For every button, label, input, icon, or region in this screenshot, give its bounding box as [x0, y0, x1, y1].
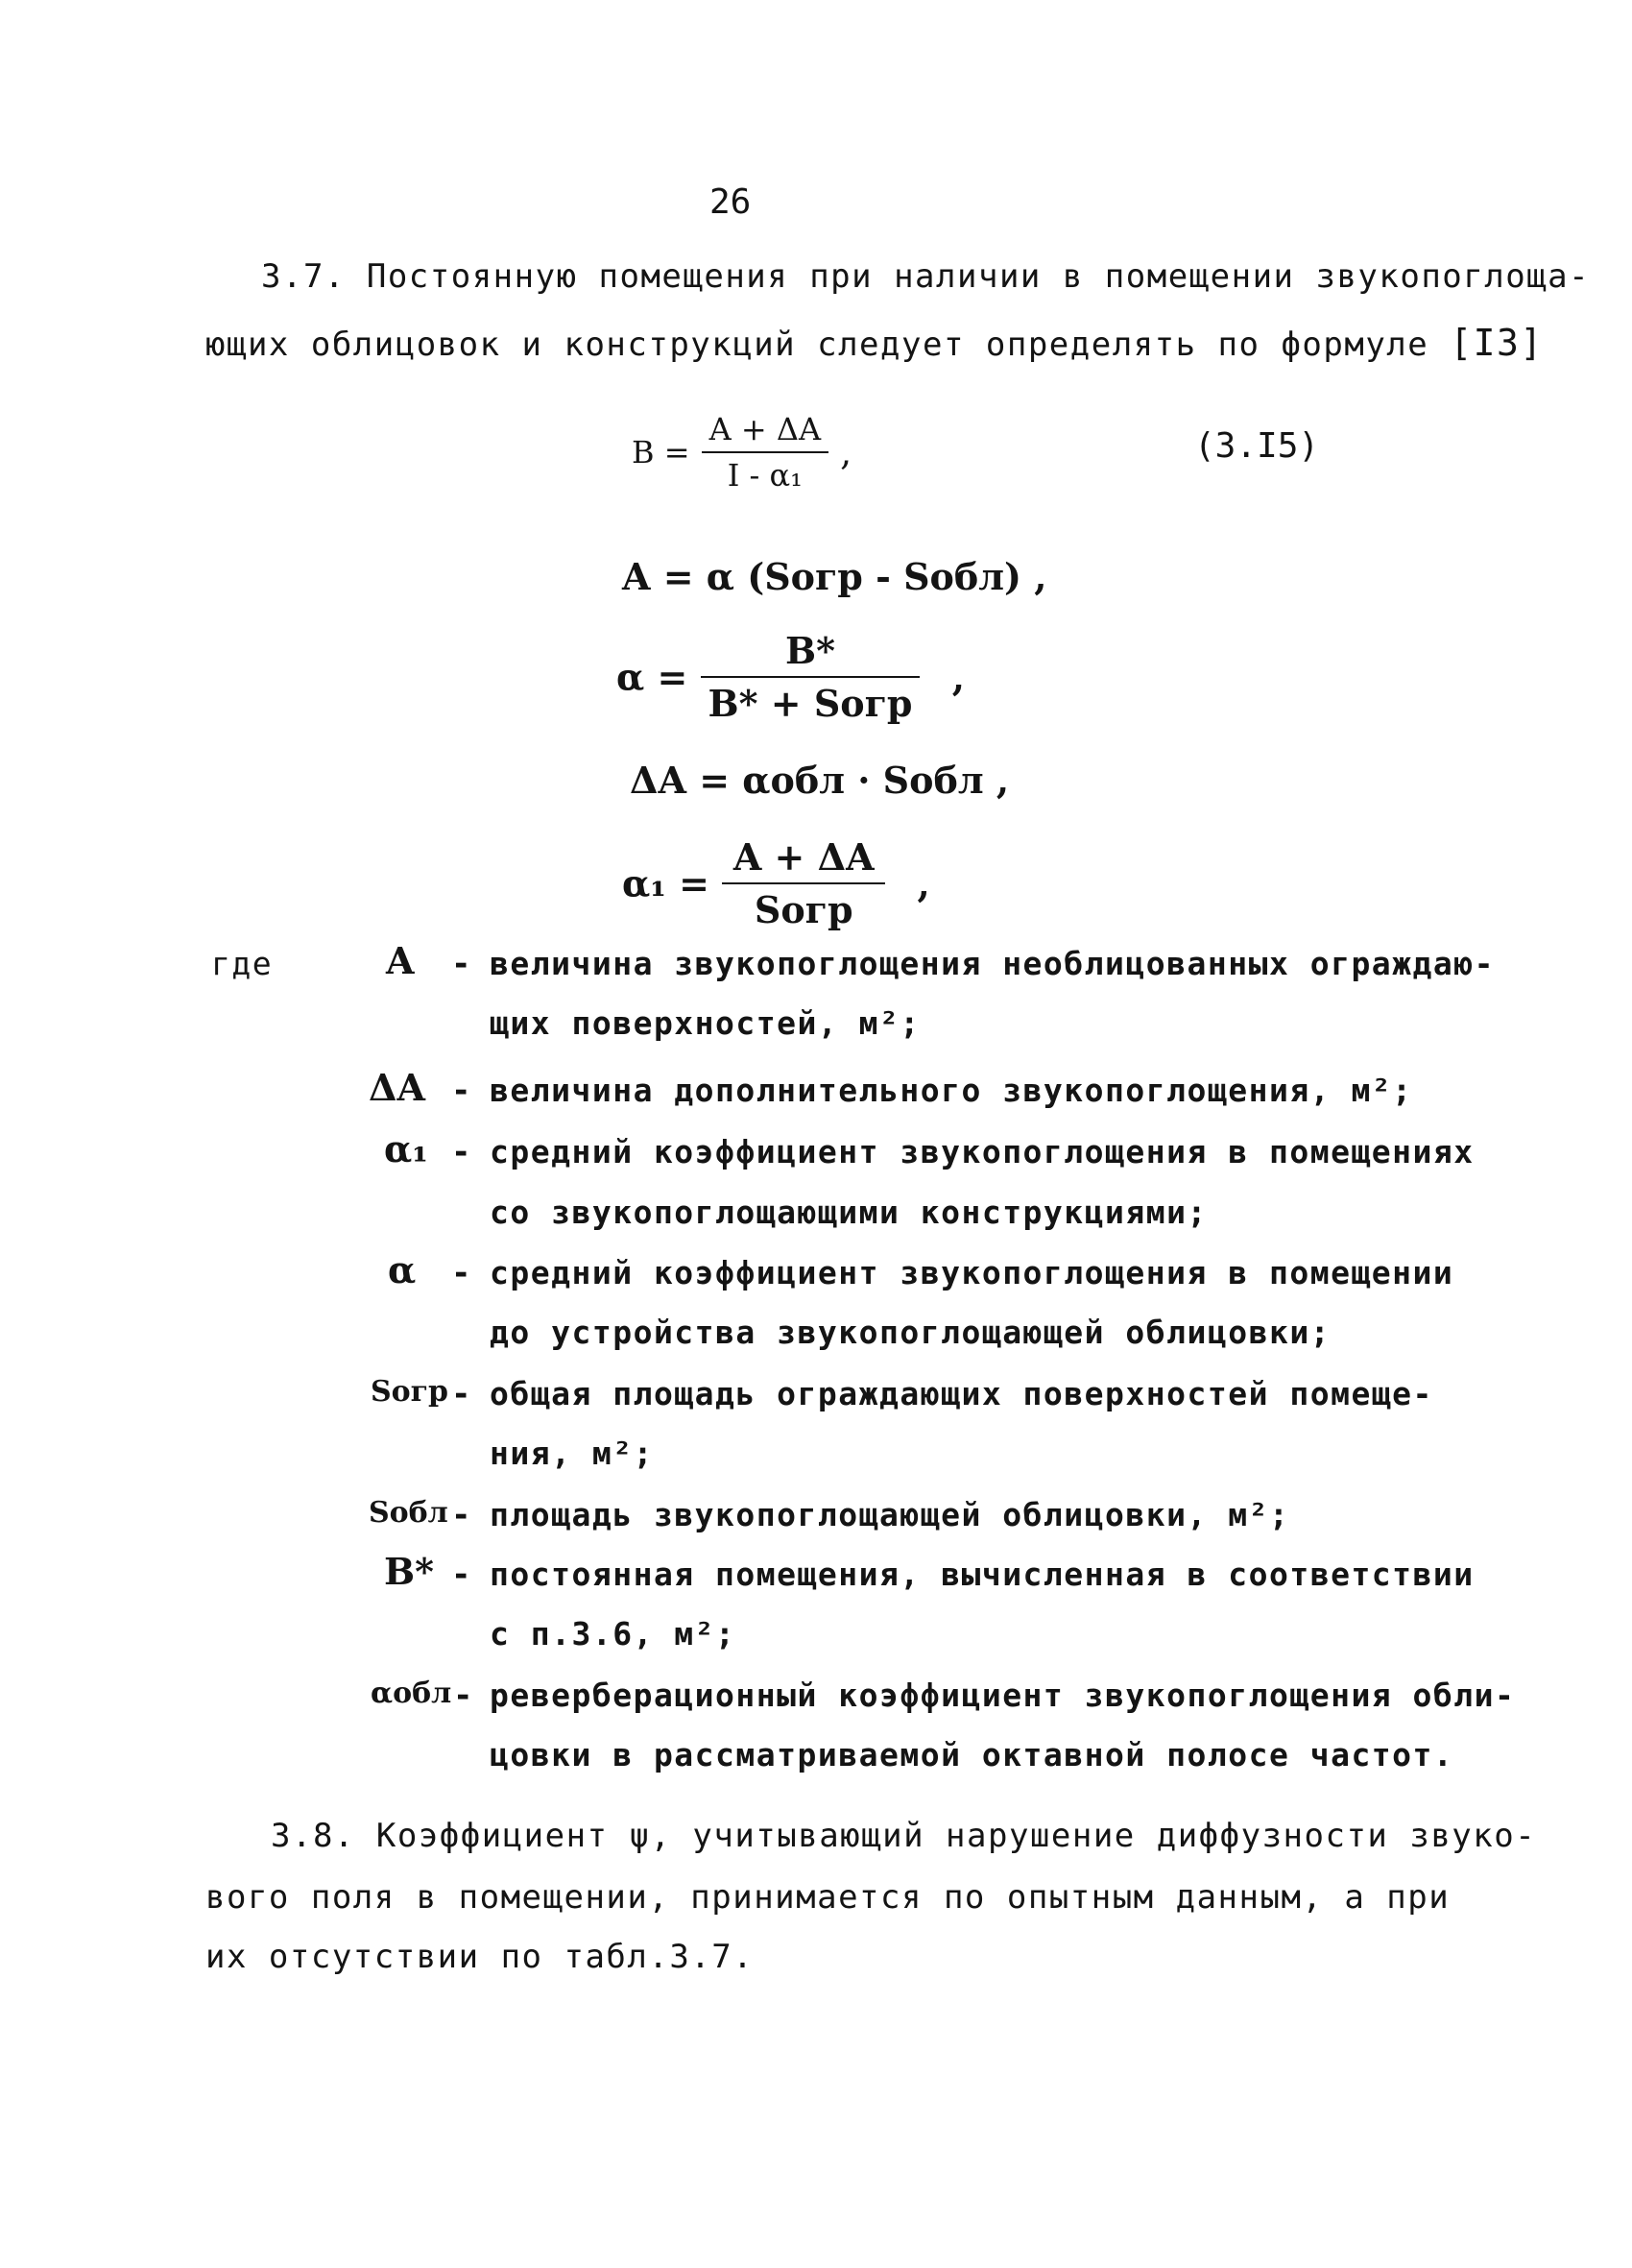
def-symbol-alpha-obl: αобл	[371, 1677, 452, 1710]
formula-alpha1-denominator: Sогр	[722, 882, 885, 931]
section-3-8-line-2: вого поля в помещении, принимается по опытным данным, а при	[205, 1878, 1451, 1917]
def-text-s-obl-1: площадь звукопоглощающей облицовки, м²;	[490, 1496, 1290, 1533]
def-text-alpha1-2: со звукопоглощающими конструкциями;	[490, 1194, 1208, 1231]
def-dash: -	[451, 1496, 471, 1534]
formula-alpha-lhs: α =	[616, 655, 688, 699]
def-symbol-b-star: B*	[384, 1550, 434, 1593]
def-dash: -	[451, 1254, 471, 1292]
def-text-a-1: величина звукопоглощения необлицованных ограждаю-	[490, 945, 1496, 982]
page-number: 26	[709, 182, 752, 222]
def-dash: -	[451, 945, 471, 983]
def-dash: -	[451, 1556, 471, 1594]
def-symbol-a: A	[386, 939, 415, 982]
formula-a-comma: ,	[1034, 555, 1047, 598]
section-3-7-line-2-text: ющих облицовок и конструкций следует определять по формуле	[205, 326, 1429, 364]
formula-3-15-fraction	[702, 411, 828, 494]
formula-alpha1	[622, 835, 930, 931]
formula-alpha-numerator: B*	[785, 629, 836, 672]
formula-delta-a-comma: ,	[996, 759, 1010, 802]
def-text-b-star-2: с п.3.6, м²;	[490, 1615, 736, 1653]
def-text-s-ogr-1: общая площадь ограждающих поверхностей помеще-	[490, 1375, 1433, 1412]
def-text-alpha-2: до устройства звукопоглощающей облицовки;	[490, 1314, 1332, 1351]
formula-delta-a	[630, 759, 1009, 802]
formula-delta-a-text: ΔA = αобл · Sобл	[630, 759, 984, 802]
def-dash: -	[451, 1072, 471, 1110]
formula-alpha1-numerator: A + ΔA	[732, 835, 875, 879]
formula-3-15-sep: ,	[840, 431, 852, 473]
def-text-a-2: щих поверхностей, м²;	[490, 1004, 921, 1042]
def-text-alpha1-1: средний коэффициент звукопоглощения в помещениях	[490, 1133, 1475, 1170]
def-symbol-delta-a: ΔA	[369, 1066, 425, 1109]
def-dash: -	[453, 1677, 473, 1715]
formula-alpha1-comma: ,	[917, 861, 930, 905]
def-text-s-ogr-2: ния, м²;	[490, 1435, 654, 1472]
def-text-alpha-obl-1: реверберационный коэффициент звукопоглощения обли-	[490, 1677, 1516, 1714]
def-text-b-star-1: постоянная помещения, вычисленная в соответствии	[490, 1556, 1475, 1593]
section-3-8-line-3: их отсутствии по табл.3.7.	[205, 1938, 755, 1976]
def-text-alpha-obl-2: цовки в рассматриваемой октавной полосе частот.	[490, 1736, 1454, 1773]
reference: [I3]	[1450, 322, 1544, 364]
section-3-8-line-1: 3.8. Коэффициент ψ, учитывающий нарушение диффузности звуко-	[271, 1817, 1537, 1855]
formula-alpha-fraction	[701, 629, 921, 725]
formula-3-15-lhs: B =	[632, 434, 690, 470]
def-symbol-alpha: α	[388, 1248, 417, 1291]
formula-alpha	[616, 629, 965, 725]
def-symbol-s-ogr: Sогр	[371, 1375, 449, 1409]
def-dash: -	[451, 1375, 471, 1413]
section-3-7-line-2	[205, 322, 1544, 364]
formula-alpha1-lhs: α₁ =	[622, 861, 709, 905]
formula-3-15-denominator: I - α₁	[702, 451, 828, 494]
where-label: где	[211, 945, 274, 982]
def-text-alpha-1: средний коэффициент звукопоглощения в помещении	[490, 1254, 1454, 1291]
formula-alpha1-fraction	[722, 835, 885, 931]
def-dash: -	[451, 1133, 471, 1171]
formula-a-text: A = α (Sогр - Sобл)	[622, 555, 1022, 598]
def-symbol-s-obl: Sобл	[369, 1496, 448, 1530]
formula-a	[622, 555, 1046, 598]
def-text-delta-a-1: величина дополнительного звукопоглощения, м²;	[490, 1072, 1413, 1109]
formula-3-15	[632, 411, 852, 494]
formula-alpha-comma: ,	[951, 655, 965, 699]
formula-3-15-numerator: A + ΔA	[708, 411, 822, 447]
equation-number: (3.I5)	[1194, 426, 1320, 466]
def-symbol-alpha1: α₁	[384, 1127, 428, 1170]
formula-alpha-denominator: B* + Sогр	[701, 676, 921, 725]
section-3-7-line-1: 3.7. Постоянную помещения при наличии в помещении звукопоглоща-	[261, 257, 1591, 296]
